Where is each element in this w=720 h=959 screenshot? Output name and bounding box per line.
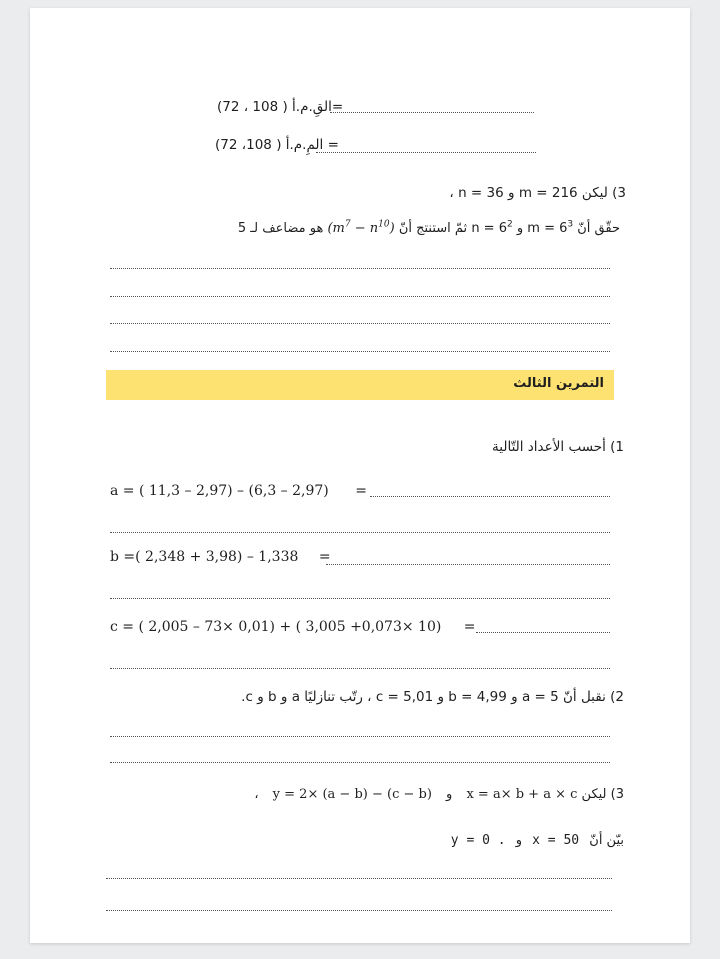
q3-answer-dots-2[interactable] xyxy=(106,910,612,911)
exercise-3-q3: 3) ليكن x = a× b + a × c و y = 2× (a − b) − (c − b) ، xyxy=(254,787,624,802)
exercise-3-q2: 2) نقبل أنّ a = 5 و b = 4,99 و c = 5,01 ، رتّب تنازليًا a و b و c. xyxy=(241,689,624,705)
expr-a: a = ( 11,3 – 2,97) – (6,3 – 2,97) = xyxy=(110,483,367,499)
worksheet-page xyxy=(30,8,690,943)
lcm-answer-dots[interactable] xyxy=(330,112,534,113)
lcm-line xyxy=(217,98,343,116)
exercise-3-q3-show: بيّن أنّ x = 50 و y = 0 . xyxy=(450,833,624,848)
part3-verify-line: حقّق أنّ $m = 6^3$ و $n = 6^2$ ثمّ استنتج أنّ $(m^7 - n^{10})$ هو مضاعف لـ 5 xyxy=(237,219,620,236)
expr-c: c = ( 2,005 – 73× 0,01) + ( 3,005 +0,073× 10) = xyxy=(110,619,476,635)
expr-b-answer-dots[interactable] xyxy=(326,564,610,565)
answer-dots-3[interactable] xyxy=(110,323,610,324)
q3-y-definition: y = 2× (a − b) − (c − b) xyxy=(272,787,432,802)
expr-a-answer-dots[interactable] xyxy=(370,496,610,497)
gcd-label: = المِ.م.أ ( 108، 72) xyxy=(215,137,339,153)
expr-a-work-dots[interactable] xyxy=(110,532,610,533)
answer-dots-4[interactable] xyxy=(110,351,610,352)
verify-n: $n = 6^2$ xyxy=(471,219,513,236)
exercise-3-q1: 1) أحسب الأعداد التّالية xyxy=(492,439,624,455)
q2-answer-dots-1[interactable] xyxy=(110,736,610,737)
expr-c-answer-dots[interactable] xyxy=(476,632,610,633)
lcm-label: =القِ.م.أ ( 108 ، 72) xyxy=(217,99,344,115)
q3-x-value: x = 50 xyxy=(532,833,580,848)
expr-b: b =( 2,348 + 3,98) – 1,338 = xyxy=(110,549,331,565)
part3-given: 3) ليكن m = 216 و n = 36 ، xyxy=(449,185,626,201)
gcd-answer-dots[interactable] xyxy=(316,152,536,153)
verify-expression: $(m^7 - n^{10})$ xyxy=(327,219,395,236)
q3-answer-dots-1[interactable] xyxy=(106,878,612,879)
q3-x-definition: x = a× b + a × c xyxy=(466,787,578,802)
q2-answer-dots-2[interactable] xyxy=(110,762,610,763)
verify-m: $m = 6^3$ xyxy=(527,219,574,236)
q3-y-value: y = 0 . xyxy=(450,833,506,848)
exercise-3-title: التمرين الثالث xyxy=(513,376,604,391)
answer-dots-2[interactable] xyxy=(110,296,610,297)
answer-dots-1[interactable] xyxy=(110,268,610,269)
exercise-3-banner xyxy=(106,370,614,400)
expr-b-work-dots[interactable] xyxy=(110,598,610,599)
expr-c-work-dots[interactable] xyxy=(110,668,610,669)
